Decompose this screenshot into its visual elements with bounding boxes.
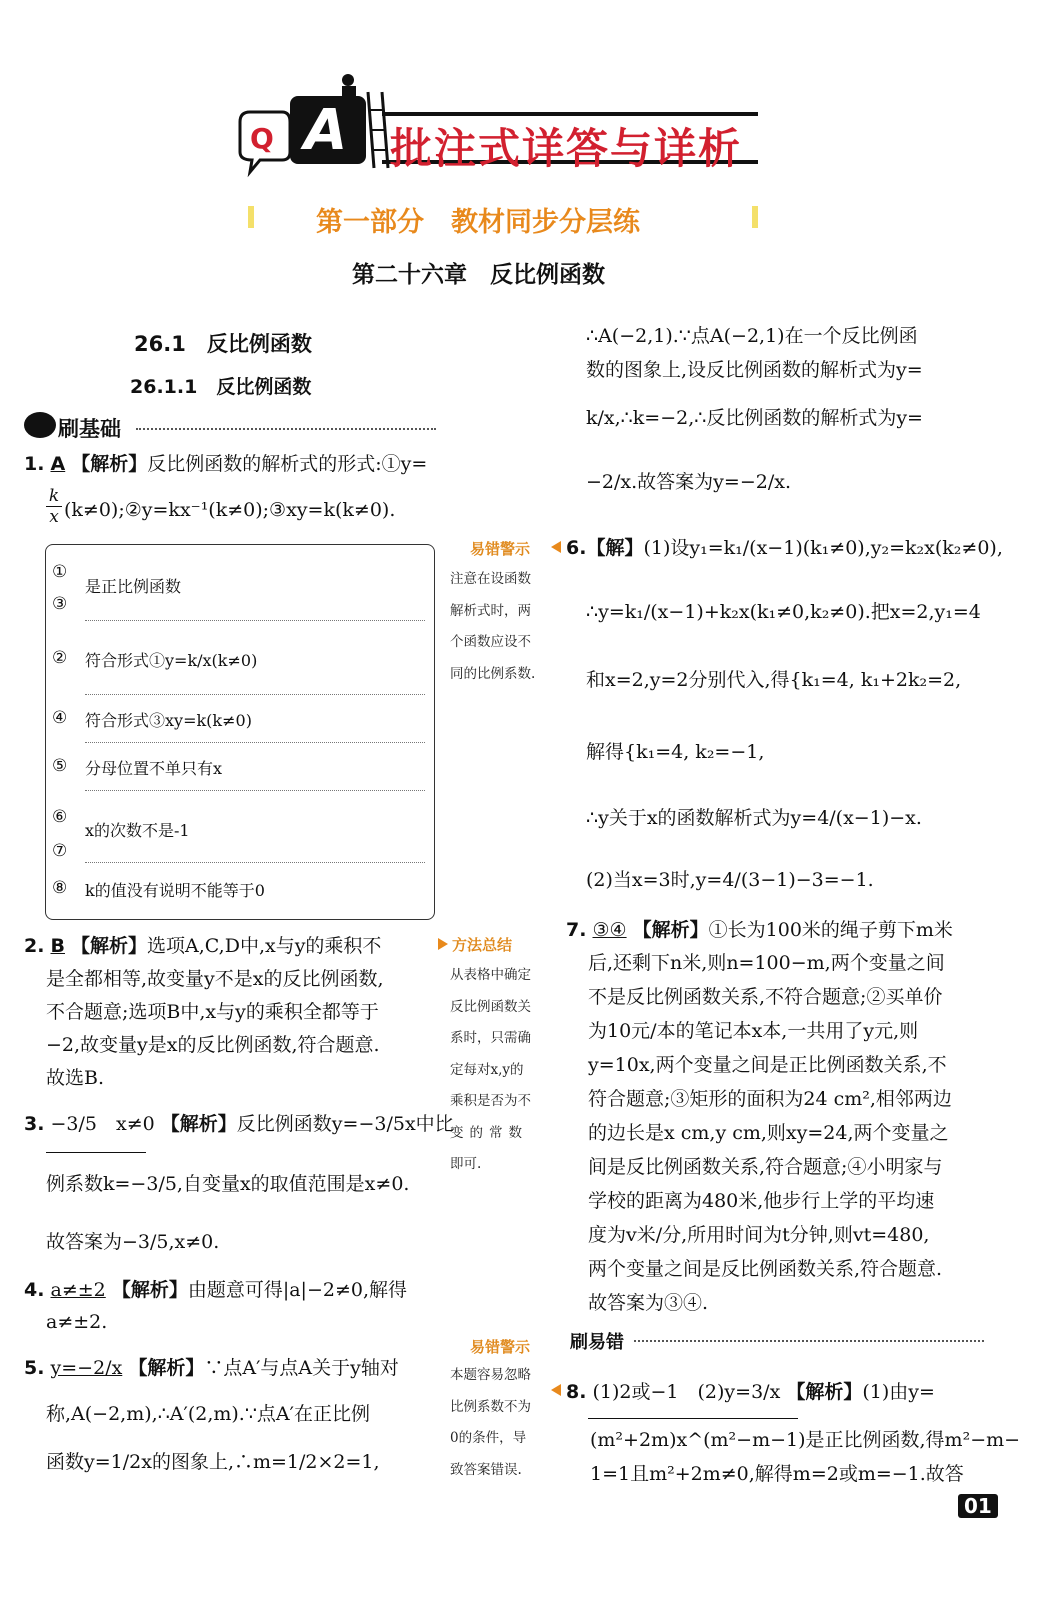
q7-text-l4: 为10元/本的笔记本x本,一共用了y元,则: [588, 1020, 919, 1042]
q7-text-l11: 两个变量之间是反比例函数关系,符合题意.: [588, 1258, 943, 1280]
side-note1-l2: 解析式时，两: [450, 602, 531, 619]
q-letter: Q: [250, 122, 274, 155]
q8-line1: [566, 1380, 935, 1404]
q2-tag: 【解析】: [71, 935, 148, 957]
q6-text-l5: ∴y关于x的函数解析式为y=4/(x−1)−x.: [586, 807, 922, 829]
q2-text-l3: 不合题意;选项B中,x与y的乘积全都等于: [46, 1001, 379, 1023]
q1-line1: [24, 452, 427, 476]
side-note2-l1: 从表格中确定: [450, 967, 531, 983]
q7-text-l10: 度为v米/分,所用时间为t分钟,则vt=480,: [588, 1224, 930, 1246]
side-note3-head: 易错警示: [470, 1338, 531, 1356]
q6-tag: 【解】: [586, 537, 644, 559]
note-row4-text: 分母位置不单只有x: [85, 759, 223, 778]
a-letter: A: [304, 98, 348, 163]
q6-text-l1: (1)设y₁=k₁/(x−1)(k₁≠0),y₂=k₂x(k₂≠0),: [643, 537, 1003, 559]
q3-text-l2: 例系数k=−3/5,自变量x的取值范围是x≠0.: [46, 1173, 410, 1195]
banner-title: 批注式详答与详析: [390, 124, 743, 173]
q8-answer-underline: [588, 1418, 798, 1419]
q3-text-l3: 故答案为−3/5,x≠0.: [46, 1231, 220, 1253]
part-bar-right-mark: [752, 206, 758, 228]
qa-banner: [232, 72, 762, 182]
q7-text-l3: 不是反比例函数关系,不符合题意;②买单价: [588, 986, 943, 1008]
side-note1-l1: 注意在设函数: [450, 571, 531, 587]
side-note2-l4: 定每对x,y的: [450, 1061, 524, 1078]
q2-line1: [24, 934, 381, 958]
error-tag-dotline: [634, 1340, 984, 1342]
page-number: 01: [958, 1494, 998, 1518]
side-note3-l1: 本题容易忽略: [450, 1367, 531, 1383]
q5-num: 5.: [24, 1357, 45, 1379]
side-note1-head: 易错警示: [470, 540, 531, 558]
q6-text-l3: 和x=2,y=2分别代入,得{k₁=4, k₁+2k₂=2,: [586, 669, 962, 691]
q1-text2: (k≠0);②y=kx⁻¹(k≠0);③xy=k(k≠0).: [64, 499, 396, 521]
q5-text-l3: 函数y=1/2x的图象上,∴m=1/2×2=1,: [46, 1451, 380, 1473]
q4-tag: 【解析】: [111, 1279, 188, 1301]
q2-text-l2: 是全都相等,故变量y不是x的反比例函数,: [46, 968, 384, 990]
side-note3-l3: 0的条件，导: [450, 1430, 527, 1446]
note-row1-nums: ① ③: [52, 562, 68, 614]
q8-text-l2: (m²+2m)x^(m²−m−1)是正比例函数,得m²−m−: [590, 1429, 1021, 1451]
side-note3-l2: 比例系数不为: [450, 1398, 531, 1415]
q3-line1: [24, 1112, 454, 1136]
q5c-l2: 数的图象上,设反比例函数的解析式为y=: [586, 359, 923, 381]
error-tag: [570, 1326, 988, 1354]
q3-num: 3.: [24, 1113, 45, 1135]
side-note3-l4: 致答案错误.: [450, 1461, 522, 1478]
side-note2-text: [450, 960, 560, 1181]
q7-num: 7.: [566, 919, 587, 941]
q3-tag: 【解析】: [160, 1113, 237, 1135]
q1-answer: A: [50, 453, 66, 475]
q7-text-l5: y=10x,两个变量之间是正比例函数关系,不: [588, 1054, 947, 1076]
q6-text-l4: 解得{k₁=4, k₂=−1,: [586, 741, 765, 763]
q1-frac-num: k: [46, 486, 62, 507]
q1-fraction: [46, 486, 62, 527]
q8-text-l3: 1=1且m²+2m≠0,解得m=2或m=−1.故答: [590, 1463, 964, 1485]
subsection-title: 26.1.1 反比例函数: [130, 376, 312, 398]
side-note1-l4: 同的比例系数.: [450, 665, 536, 682]
q7-text-l2: 后,还剩下n米,则n=100−m,两个变量之间: [588, 952, 945, 974]
note-row3-text: 符合形式③xy=k(k≠0): [85, 711, 252, 730]
note-row6-nums: ⑧: [52, 878, 68, 898]
q7-text-l6: 符合题意;③矩形的面积为24 cm²,相邻两边: [588, 1088, 952, 1110]
part-title: 第一部分 教材同步分层练: [316, 207, 640, 238]
note-row6-text: k的值没有说明不能等于0: [85, 881, 265, 900]
side-note1-arrow: [551, 541, 561, 553]
q4-text-l1: 由题意可得|a|−2≠0,解得: [187, 1279, 408, 1301]
part-title-bar: [248, 198, 758, 238]
q7-text-l1: ①长为100米的绳子剪下m米: [708, 919, 953, 941]
q2-text-l4: −2,故变量y是x的反比例函数,符合题意.: [46, 1034, 380, 1056]
q6-text-l6: (2)当x=3时,y=4/(3−1)−3=−1.: [586, 869, 874, 891]
q8-num: 8.: [566, 1381, 587, 1403]
q6-num: 6.: [566, 537, 587, 559]
q3-text-l1: 反比例函数y=−3/5x中比: [236, 1113, 454, 1135]
q4-answer: a≠±2: [50, 1279, 106, 1301]
part-bar-left-mark: [248, 206, 254, 228]
basic-tag-dotline: [136, 428, 436, 430]
pencil-icon: [24, 412, 56, 438]
note-row2-text: 符合形式①y=k/x(k≠0): [85, 651, 258, 670]
note-divider-2: [85, 694, 425, 695]
q5-line1: [24, 1356, 399, 1380]
q2-num: 2.: [24, 935, 45, 957]
q5-tag: 【解析】: [128, 1357, 205, 1379]
side-note2-l3: 系时，只需确: [450, 1030, 531, 1046]
note-row2-nums: ②: [52, 648, 68, 668]
side-note3-text: [450, 1360, 560, 1486]
q8-text-l1: (1)由y=: [862, 1381, 935, 1403]
side-note1-l3: 个函数应设不: [450, 634, 531, 650]
note-box: [45, 544, 435, 920]
side-note2-l6: 变的常数: [450, 1124, 528, 1141]
note-row4-nums: ⑤: [52, 756, 68, 776]
q5c-l1: ∴A(−2,1).∵点A(−2,1)在一个反比例函: [586, 325, 918, 347]
q5-text-l1: ∵点A′与点A关于y轴对: [204, 1357, 399, 1379]
q1-tag: 【解析】: [71, 453, 148, 475]
error-tag-label: 刷易错: [570, 1332, 624, 1353]
side-note2-l5: 乘积是否为不: [450, 1093, 531, 1109]
basic-tag: [24, 412, 436, 442]
q2-text-l5: 故选B.: [46, 1067, 105, 1089]
chapter-title: 第二十六章 反比例函数: [352, 262, 605, 288]
q7-text-l9: 学校的距离为480米,他步行上学的平均速: [588, 1190, 935, 1212]
q5-answer: y=−2/x: [50, 1357, 123, 1379]
note-divider-1: [85, 620, 425, 621]
q7-text-l12: 故答案为③④.: [588, 1292, 709, 1314]
q6-text-l2: ∴y=k₁/(x−1)+k₂x(k₁≠0,k₂≠0).把x=2,y₁=4: [586, 601, 981, 623]
q4-num: 4.: [24, 1279, 45, 1301]
q8-answer: (1)2或−1 (2)y=3/x: [592, 1381, 781, 1403]
q4-line1: [24, 1278, 407, 1302]
q2-text-l1: 选项A,C,D中,x与y的乘积不: [147, 935, 382, 957]
q7-answer: ③④: [592, 919, 627, 941]
basic-tag-label: 刷基础: [58, 417, 121, 441]
q7-text-l8: 间是反比例函数关系,符合题意;④小明家与: [588, 1156, 943, 1178]
note-row1-text: 是正比例函数: [85, 577, 182, 596]
note-divider-3: [85, 742, 425, 743]
side-note1-text: [450, 564, 560, 690]
side-note2-arrow: [438, 938, 448, 950]
note-row5-nums: ⑥ ⑦: [52, 807, 68, 861]
q3-answer-underline: [46, 1152, 146, 1153]
q1-text1: 反比例函数的解析式的形式:①y=: [147, 453, 428, 475]
q5c-l4: −2/x.故答案为y=−2/x.: [586, 471, 791, 493]
note-divider-4: [85, 790, 425, 791]
q1-frac-den: x: [49, 507, 59, 527]
q7-line1: [566, 918, 953, 942]
note-divider-5: [85, 862, 425, 863]
q5-text-l2: 称,A(−2,m),∴A′(2,m).∵点A′在正比例: [46, 1403, 370, 1425]
note-row5-text: x的次数不是-1: [85, 821, 190, 840]
section-title: 26.1 反比例函数: [134, 332, 312, 356]
q2-answer: B: [50, 935, 65, 957]
q3-answer: −3/5 x≠0: [50, 1113, 155, 1135]
side-note2-head: 方法总结: [452, 936, 513, 954]
note-row3-nums: ④: [52, 708, 68, 728]
side-note2-l7: 即可.: [450, 1156, 482, 1172]
q4-text-l2: a≠±2.: [46, 1311, 108, 1333]
q5c-l3: k/x,∴k=−2,∴反比例函数的解析式为y=: [586, 407, 923, 429]
q1-num: 1.: [24, 453, 45, 475]
q7-tag: 【解析】: [632, 919, 709, 941]
q7-text-l7: 的边长是x cm,y cm,则xy=24,两个变量之: [588, 1122, 949, 1144]
side-note2-l2: 反比例函数关: [450, 998, 531, 1015]
q8-tag: 【解析】: [786, 1381, 863, 1403]
q6-line1: [566, 536, 1003, 560]
